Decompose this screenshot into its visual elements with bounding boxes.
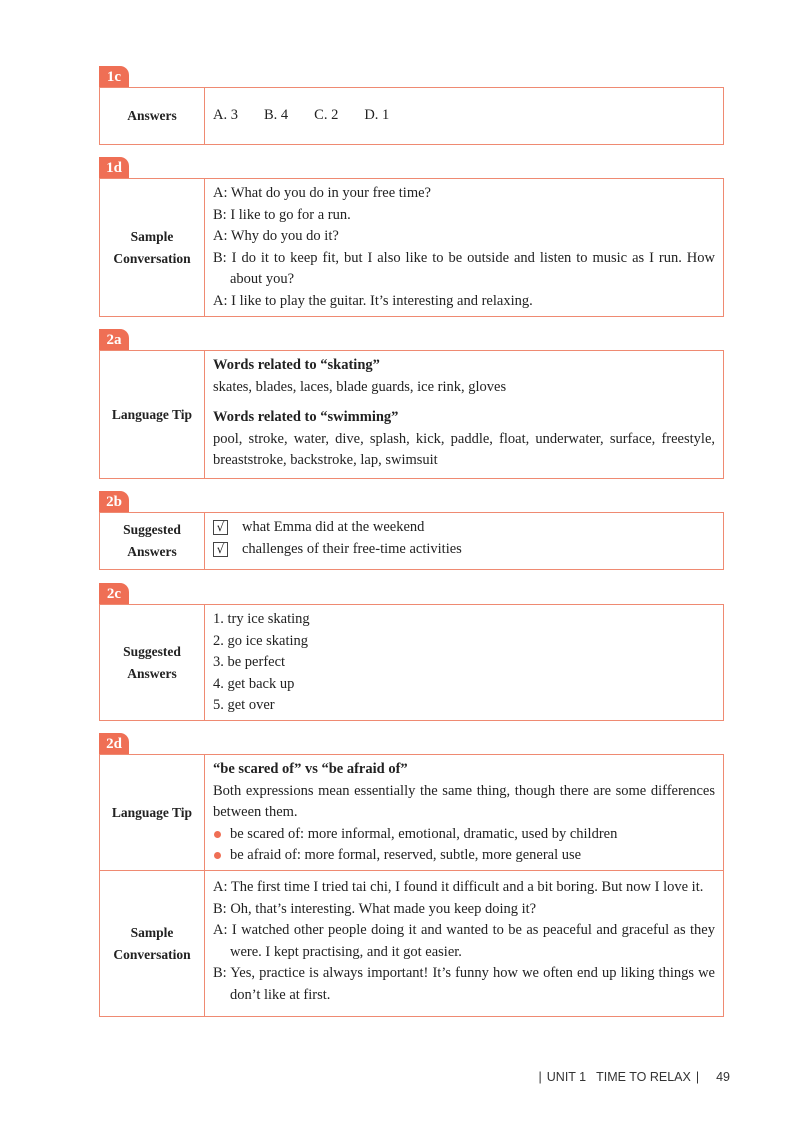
conversation-line: A: What do you do in your free time? — [213, 185, 431, 201]
answer-item: A. 3 — [213, 107, 238, 124]
answer-item: 4. get back up — [213, 675, 295, 692]
answer-item: 2. go ice skating — [213, 632, 309, 649]
checklist-item-text: what Emma did at the weekend — [242, 519, 425, 535]
language-tip-text — [205, 351, 723, 478]
conversation-line: A: I like to play the guitar. It’s interesting and relaxing. — [213, 292, 533, 309]
answer-box-2b — [99, 512, 724, 570]
answers-list — [205, 88, 723, 144]
row-label: Language Tip — [100, 351, 205, 478]
conversation-line: B: I like to go for a run. — [213, 206, 351, 223]
answer-item: 3. be perfect — [213, 654, 286, 670]
section-tag-2b: 2b — [99, 491, 129, 513]
row-label: Suggested Answers — [100, 513, 205, 569]
tip-heading: “be scared of” vs “be afraid of” — [213, 761, 408, 777]
page-footer — [520, 1070, 730, 1084]
answer-item: 1. try ice skating — [213, 611, 310, 627]
bullet-dot-icon — [214, 852, 221, 859]
footer-divider: | — [695, 1070, 700, 1084]
footer-title: TIME TO RELAX — [596, 1070, 691, 1084]
conversation-line: A: The first time I tried tai chi, I found it difficult and a bit boring. But now I love it. — [213, 879, 704, 895]
conversation-line: B: Oh, that’s interesting. What made you keep doing it? — [213, 900, 537, 917]
conversation-text — [205, 871, 723, 1016]
tip-words: pool, stroke, water, dive, splash, kick, paddle, float, underwater, surface, freestyle, breaststroke, backstroke, lap, swimsuit — [213, 430, 715, 468]
answer-box-2c — [99, 604, 724, 721]
tip-bullet — [213, 824, 715, 846]
conversation-line: B: Yes, practice is always important! It’s funny how we often end up liking things we don’t like at first. — [213, 965, 715, 1003]
answer-item: B. 4 — [263, 107, 289, 124]
checkbox-checked-icon: √ — [213, 542, 228, 557]
tip-heading: Words related to “skating” — [213, 357, 380, 373]
language-tip-box-2a — [99, 350, 724, 479]
section-tag-1c: 1c — [99, 66, 129, 88]
conversation-line: B: I do it to keep fit, but I also like to be outside and listen to music as I run. How about you? — [213, 249, 715, 287]
row-label: Sample Conversation — [100, 871, 205, 1016]
section-tag-2d: 2d — [99, 733, 129, 755]
checklist-item — [213, 517, 715, 539]
conversation-line: A: Why do you do it? — [213, 228, 339, 244]
section-tag-1d: 1d — [99, 157, 129, 179]
tip-words: skates, blades, laces, blade guards, ice rink, gloves — [213, 378, 507, 395]
checklist-item-text: challenges of their free-time activities — [242, 540, 462, 557]
row-label: Suggested Answers — [100, 605, 205, 720]
tip-bullet — [213, 845, 715, 867]
conversation-box-1d — [99, 178, 724, 317]
bullet-dot-icon — [214, 831, 221, 838]
row-label: Answers — [100, 88, 205, 144]
conversation-line: A: I watched other people doing it and wanted to be as peaceful and graceful as they were. I kept practising, and it got easier. — [213, 922, 715, 960]
tip-bullet-text: be scared of: more informal, emotional, dramatic, used by children — [230, 825, 618, 842]
language-tip-text — [205, 755, 723, 870]
row-label: Language Tip — [100, 755, 205, 870]
answers-list — [205, 605, 723, 720]
conversation-text — [205, 179, 723, 316]
tip-conversation-box-2d — [99, 754, 724, 1017]
answer-box-1c — [99, 87, 724, 145]
answer-item: D. 1 — [364, 107, 390, 124]
tip-intro: Both expressions mean essentially the same thing, though there are some differences between them. — [213, 782, 715, 820]
footer-unit: UNIT 1 — [546, 1070, 587, 1084]
checkbox-checked-icon: √ — [213, 520, 228, 535]
row-label: Sample Conversation — [100, 179, 205, 316]
page-number: 49 — [716, 1070, 730, 1084]
checklist — [205, 513, 723, 569]
section-tag-2a: 2a — [99, 329, 129, 351]
tip-heading: Words related to “swimming” — [213, 409, 399, 425]
section-tag-2c: 2c — [99, 583, 129, 605]
answer-item: C. 2 — [314, 107, 339, 124]
footer-divider: | — [538, 1070, 542, 1084]
answer-item: 5. get over — [213, 697, 275, 713]
tip-bullet-text: be afraid of: more formal, reserved, subtle, more general use — [230, 847, 582, 863]
checklist-item — [213, 539, 715, 561]
